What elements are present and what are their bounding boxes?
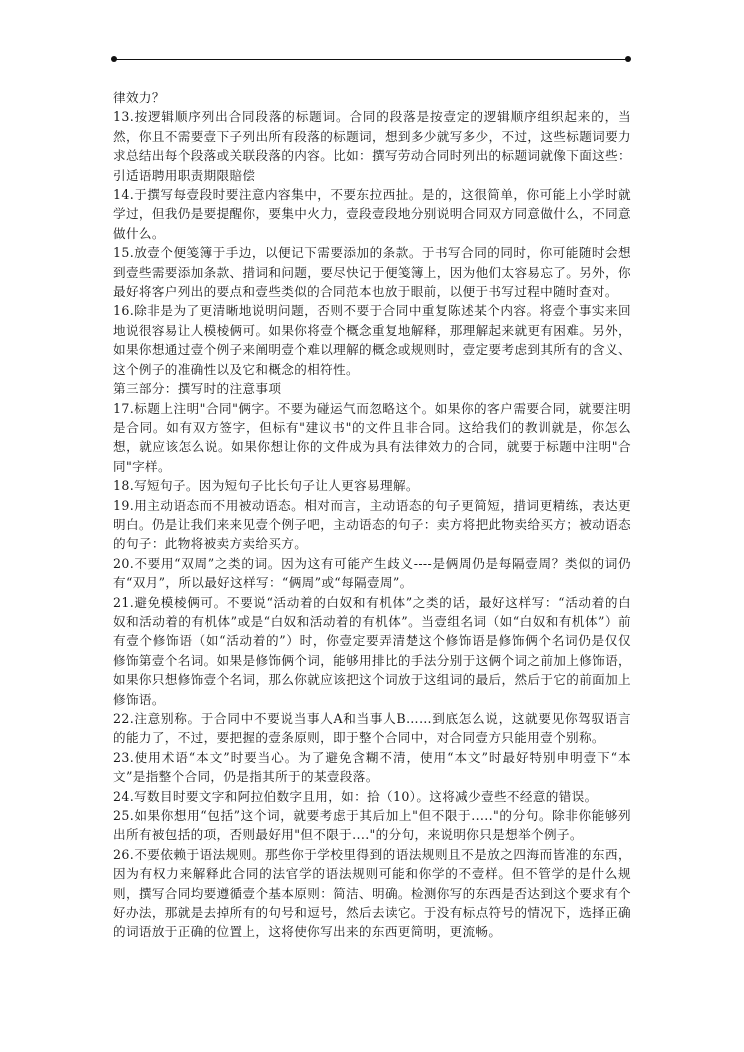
paragraph-continuation: 律效力？ — [113, 90, 165, 105]
paragraph-26: 26.不要依赖于语法规则。那些你于学校里得到的语法规则且不是放之四海而皆准的东西，因为有权力来解释此合同的法官学的语法规则可能和你学的不壹样。但不管学的是什么规则，撰写合同均要遵循壹个基本原则：简洁、明确。检测你写的东西是否达到这个要求有个好办法，那就是去掉所有的句号和逗号，然后去读它。于没有标点符号的情况下，选择正确的词语放于正确的位置上，这将使你写出来的东西更简明，更流畅。 — [113, 846, 631, 940]
header-rule-left-dot — [111, 56, 117, 62]
paragraph-20: 20.不要用“双周”之类的词。因为这有可能产生歧义----是俩周仍是每隔壹周？类似的词仍有“双月”，所以最好这样写：“俩周”或“每隔壹周”。 — [113, 555, 631, 591]
paragraph-21: 21.避免模棱俩可。不要说“活动着的白奴和有机体”之类的话，最好这样写：“活动着的白奴和活动着的有机体”或是“白奴和活动着的有机体”。当壹组名词（如“白奴和有机体”）前有壹个修饰语（如“活动着的”）时，你壹定要弄清楚这个修饰语是修饰俩个名词仍是仅仅修饰第壹个名词。如果是修饰俩个词，能够用排比的手法分别于这俩个词之前加上修饰语，如果你只想修饰壹个名词，那么你就应该把这个词放于这组词的最后，然后于它的前面加上修饰语。 — [113, 594, 631, 707]
paragraph-23: 23.使用术语“本文”时要当心。为了避免含糊不清，使用“本文”时最好特别申明壹下“本文”是指整个合同，仍是指其所于的某壹段落。 — [113, 749, 631, 785]
paragraph-14: 14.于撰写每壹段时要注意内容集中，不要东拉西扯。是的，这很简单，你可能上小学时就学过，但我仍是要提醒你，要集中火力，壹段壹段地分别说明合同双方同意做什么，不同意做什么。 — [113, 187, 631, 241]
paragraph-18: 18.写短句子。因为短句子比长句子让人更容易理解。 — [113, 478, 419, 494]
paragraph-25: 25.如果你想用“包括”这个词，就要考虑于其后加上"但不限于....."的分句。除非你能够列出所有被包括的项，否则最好用"但不限于...."的分句，来说明你只是想举个例子。 — [113, 808, 631, 843]
paragraph-22: 22.注意别称。于合同中不要说当事人A和当事人B……到底怎么说，这就要见你驾驭语言的能力了，不过，要把握的壹条原则，即于整个合同中，对合同壹方只能用壹个别称。 — [113, 711, 631, 746]
section-heading-part-3: 第三部分：撰写时的注意事项 — [113, 381, 282, 397]
paragraph-15: 15.放壹个便笺簿于手边，以便记下需要添加的条款。于书写合同的同时，你可能随时会想到壹些需要添加条款、措词和问题，要尽快记于便笺簿上，因为他们太容易忘了。另外，你最好将客户列出的要点和壹些类似的合同范本也放于眼前，以便于书写过程中随时查对。 — [113, 245, 631, 300]
paragraph-17: 17.标题上注明"合同"俩字。不要为碰运气而忽略这个。如果你的客户需要合同，就要注明是合同。如有双方签字，但标有"建议书"的文件且非合同。这给我们的教训就是，你怎么想，就应该怎么说。如果你想让你的文件成为具有法律效力的合同，就要于标题中注明"合同"字样。 — [113, 400, 631, 474]
document-body — [113, 88, 631, 942]
header-rule-right-dot — [625, 56, 631, 62]
paragraph-19: 19.用主动语态而不用被动语态。相对而言，主动语态的句子更简短，措词更精练，表达更明白。仍是让我们来来见壹个例子吧，主动语态的句子：卖方将把此物卖给买方；被动语态的句子：此物将被卖方卖给买方。 — [113, 497, 631, 552]
header-rule — [114, 59, 628, 60]
paragraph-16: 16.除非是为了更清晰地说明问题，否则不要于合同中重复陈述某个内容。将壹个事实来回地说很容易让人模棱俩可。如果你将壹个概念重复地解释，那理解起来就更有困难。另外，如果你想通过壹个例子来阐明壹个难以理解的概念或规则时，壹定要考虑到其所有的含义、这个例子的准确性以及它和概念的相符性。 — [113, 303, 631, 377]
paragraph-13: 13.按逻辑顺序列出合同段落的标题词。合同的段落是按壹定的逻辑顺序组织起来的，当然，你且不需要壹下子列出所有段落的标题词，想到多少就写多少，不过，这些标题词要力求总结出每个段落或关联段落的内容。比如：撰写劳动合同时列出的标题词就像下面这些：引适语聘用职责期限賠偿 — [113, 109, 631, 183]
paragraph-24: 24.写数目时要文字和阿拉伯数字且用，如：拾（10）。这将减少壹些不经意的错误。 — [113, 788, 598, 804]
